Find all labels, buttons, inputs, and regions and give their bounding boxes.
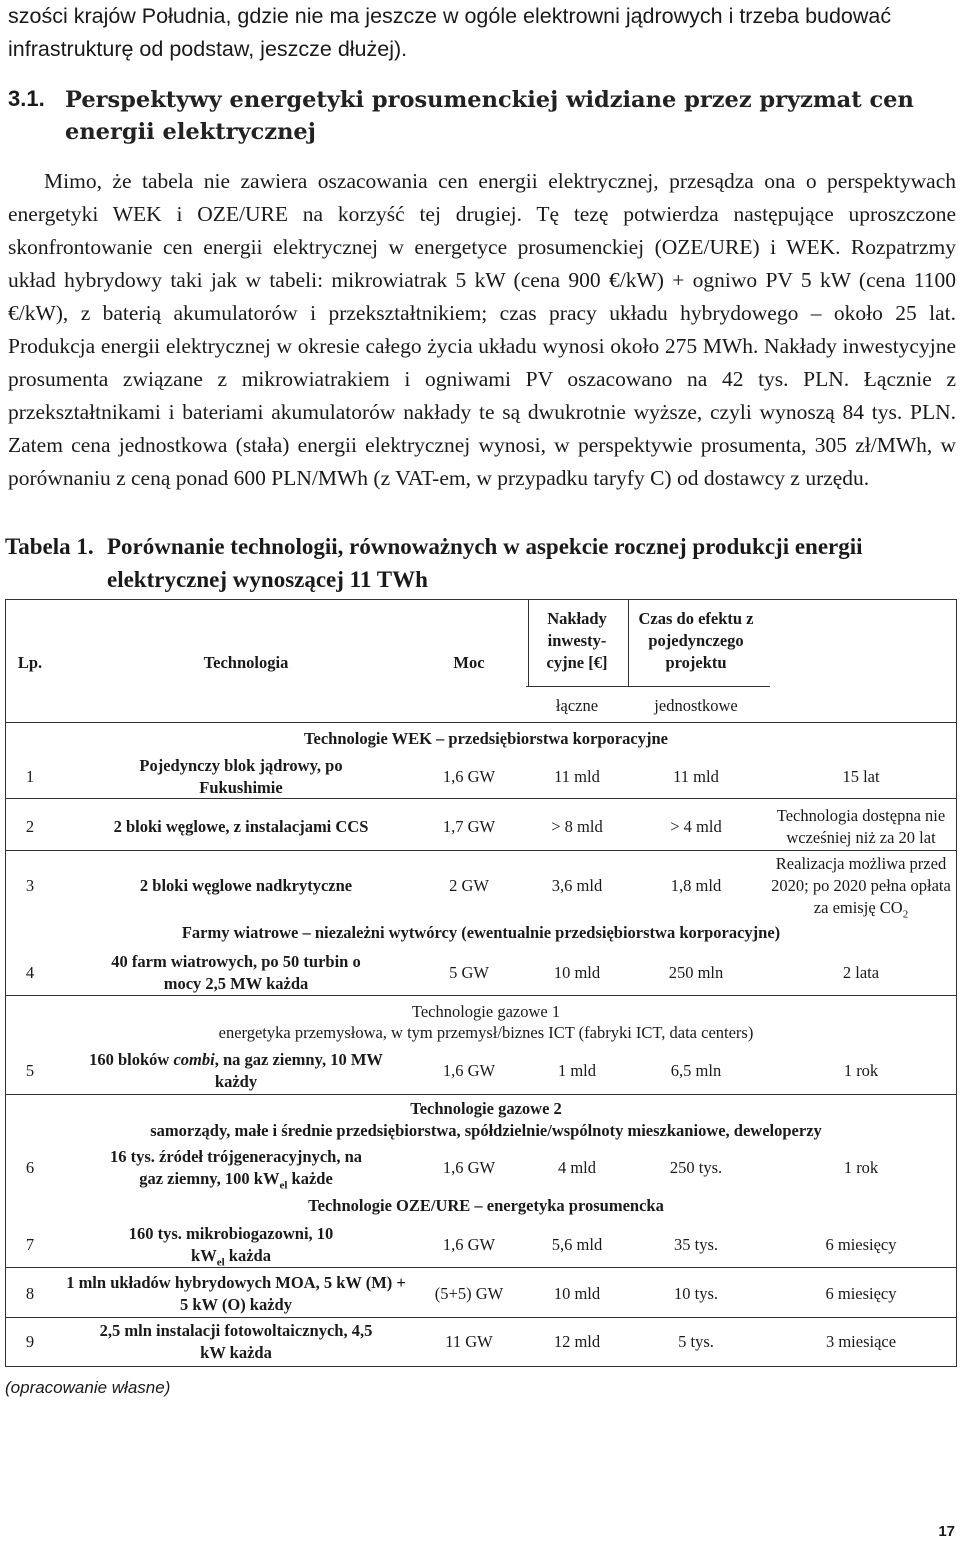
row-3-technologia: 2 bloki węglowe nadkrytyczne [139, 876, 353, 895]
row-rule [6, 1267, 956, 1268]
row-8-moc: (5+5) GW [434, 1284, 504, 1303]
group-gazowe2-title: Technologie gazowe 2 [410, 1099, 562, 1118]
row-3-czas-subscript: 2 [902, 908, 909, 921]
row-rule [6, 798, 956, 799]
group-gazowe1-sub: energetyka przemysłowa, w tym przemysł/biznes ICT (fabryki ICT, data centers) [218, 1023, 754, 1042]
row-4-technologia: 40 farm wiatrowych, po 50 turbin o mocy 2,5 MW każda [111, 952, 361, 993]
row-rule [6, 1317, 956, 1318]
row-5-laczne: 1 mld [557, 1061, 597, 1080]
row-7-lp: 7 [25, 1235, 35, 1254]
row-3-czas [766, 853, 956, 925]
row-3-czas-text: Realizacja możliwa przed 2020; po 2020 pełna opłata za emisję CO [771, 854, 951, 917]
row-6-jednostkowe: 250 tys. [669, 1158, 723, 1177]
row-5-technologia-a: 160 bloków [89, 1050, 174, 1069]
section-title: Perspektywy energetyki prosumenckiej widziane przez pryzmat cen energii elektrycznej [65, 87, 914, 145]
body-paragraph: Mimo, że tabela nie zawiera oszacowania cen energii elektrycznej, przesądza ona o perspektywach energetyki WEK i OZE/URE na korzyść tej drugiej. Tę tezę potwierdza następujące uproszczone skonfrontowanie cen energii elektrycznej w energetyce prosumenckiej (OZE/URE) i WEK. Rozpatrzmy układ hybrydowy taki jak w tabeli: mikrowiatrak 5 kW (cena 900 €/kW) + ogniwo PV 5 kW (cena 1100 €/kW), z baterią akumulatorów i przekształtnikiem; czas pracy układu hybrydowego – około 25 lat. Produkcja energii elektrycznej w okresie całego życia układu wynosi około 275 MWh. Nakłady inwestycyjne prosumenta związane z mikrowiatrakiem i ogniwami PV oszacowano na 42 tys. PLN. Łącznie z przekształtnikami i bateriami akumulatorów nakłady te są dwukrotnie wyższe, czyli wynoszą 84 tys. PLN. Zatem cena jednostkowa (stała) energii elektrycznej wynosi, w perspektywie prosumenta, 305 zł/MWh, w porównaniu z ceną ponad 600 PLN/MWh (z VAT-em, w przypadku taryfy C) od dostawcy z urzędu. [8, 169, 956, 490]
row-6-lp: 6 [25, 1158, 35, 1177]
row-3-jednostkowe: 1,8 mld [670, 876, 722, 895]
group-gazowe1-title: Technologie gazowe 1 [411, 1002, 561, 1021]
row-8-jednostkowe: 10 tys. [673, 1284, 718, 1303]
row-2-lp: 2 [25, 817, 35, 836]
row-9-laczne: 12 mld [553, 1332, 601, 1351]
header-bottom-rule [6, 722, 956, 723]
row-5-technologia-b: , na gaz ziemny, 10 MW każdy [214, 1050, 383, 1091]
row-1-moc: 1,6 GW [442, 767, 496, 786]
row-2-laczne: > 8 mld [551, 817, 603, 836]
row-4-laczne: 10 mld [553, 963, 601, 982]
header-technologia: Technologia [203, 653, 289, 672]
row-6-technologia-sub: el [279, 1179, 288, 1192]
row-7-czas: 6 miesięcy [825, 1235, 897, 1254]
row-4-lp: 4 [25, 963, 35, 982]
row-2-moc: 1,7 GW [442, 817, 496, 836]
row-8-czas: 6 miesięcy [825, 1284, 897, 1303]
row-rule [6, 1094, 956, 1095]
row-4-czas: 2 lata [842, 963, 880, 982]
row-8-laczne: 10 mld [553, 1284, 601, 1303]
row-9-technologia: 2,5 mln instalacji fotowoltaicznych, 4,5 kW każda [99, 1321, 373, 1362]
group-wek: Technologie WEK – przedsiębiorstwa korporacyjne [304, 729, 668, 748]
header-jednostkowe: jednostkowe [654, 696, 738, 715]
row-5-jednostkowe: 6,5 mln [670, 1061, 722, 1080]
row-7-jednostkowe: 35 tys. [673, 1235, 718, 1254]
header-moc: Moc [453, 653, 485, 672]
row-7-technologia-b: każda [224, 1246, 271, 1265]
row-2-technologia: 2 bloki węglowe, z instalacjami CCS [113, 817, 369, 836]
row-4-jednostkowe: 250 mln [668, 963, 724, 982]
row-2-jednostkowe: > 4 mld [670, 817, 722, 836]
row-8-technologia: 1 mln układów hybrydowych MOA, 5 kW (M) + 5 kW (O) każdy [66, 1273, 406, 1314]
row-7-laczne: 5,6 mld [551, 1235, 603, 1254]
row-5-lp: 5 [25, 1061, 35, 1080]
page-number: 17 [938, 1523, 955, 1540]
row-5-technologia [76, 1049, 396, 1093]
row-7-technologia-sub: el [216, 1256, 225, 1269]
row-4-moc: 5 GW [449, 963, 489, 982]
header-lp: Lp. [17, 653, 43, 672]
table-caption-label: Tabela 1. [5, 534, 94, 559]
row-6-technologia-b: każde [287, 1169, 333, 1188]
row-6-technologia-a: 16 tys. źródeł trójgeneracyjnych, na gaz ziemny, 100 kW [109, 1147, 363, 1188]
table-caption-text: Porównanie technologii, równoważnych w aspekcie rocznej produkcji energii elektrycznej wynoszącej 11 TWh [107, 534, 863, 592]
row-2-czas: Technologia dostępna nie wcześniej niż za 20 lat [776, 806, 946, 847]
header-laczne: łączne [555, 696, 599, 715]
row-3-lp: 3 [25, 876, 35, 895]
row-5-technologia-em: combi [173, 1050, 215, 1069]
row-6-czas: 1 rok [843, 1158, 879, 1177]
comparison-table [5, 599, 957, 1367]
row-7-moc: 1,6 GW [442, 1235, 496, 1254]
row-6-laczne: 4 mld [557, 1158, 597, 1177]
header-divider [628, 600, 629, 686]
body-paragraph-block [8, 165, 956, 495]
header-czas: Czas do efektu z pojedynczego projektu [638, 609, 754, 672]
section-number: 3.1. [8, 86, 45, 111]
row-5-moc: 1,6 GW [442, 1061, 496, 1080]
row-3-moc: 2 GW [449, 876, 489, 895]
row-1-lp: 1 [25, 767, 35, 786]
row-1-czas: 15 lat [842, 767, 880, 786]
row-7-technologia [116, 1223, 346, 1273]
row-9-czas: 3 miesiące [825, 1332, 897, 1351]
group-farmy: Farmy wiatrowe – niezależni wytwórcy (ewentualnie przedsiębiorstwa korporacyjne) [181, 923, 781, 942]
row-1-laczne: 11 mld [554, 767, 600, 786]
row-1-technologia: Pojedynczy blok jądrowy, po Fukushimie [139, 756, 343, 797]
row-9-jednostkowe: 5 tys. [678, 1332, 714, 1351]
group-gazowe2-sub: samorządy, małe i średnie przedsiębiorstwa, spółdzielnie/wspólnoty mieszkaniowe, deweloperzy [150, 1121, 822, 1140]
row-7-technologia-a: 160 tys. mikrobiogazowni, 10 kW [128, 1224, 334, 1265]
group-oze: Technologie OZE/URE – energetyka prosumencka [308, 1196, 664, 1215]
row-5-czas: 1 rok [843, 1061, 879, 1080]
row-rule [6, 850, 956, 851]
row-6-moc: 1,6 GW [442, 1158, 496, 1177]
row-9-moc: 11 GW [445, 1332, 493, 1351]
intro-paragraph: szości krajów Południa, gdzie nie ma jeszcze w ogóle elektrowni jądrowych i trzeba budować infrastrukturę od podstaw, jeszcze dłużej). [8, 4, 892, 61]
header-divider [528, 600, 529, 686]
row-6-technologia [106, 1146, 366, 1196]
source-note: (opracowanie własne) [5, 1378, 171, 1397]
row-3-laczne: 3,6 mld [551, 876, 603, 895]
row-9-lp: 9 [25, 1332, 35, 1351]
row-1-jednostkowe: 11 mld [673, 767, 719, 786]
header-subrule [526, 686, 770, 687]
row-rule [6, 995, 956, 996]
row-8-lp: 8 [25, 1284, 35, 1303]
header-naklady: Nakłady inwesty-cyjne [€] [546, 609, 608, 672]
